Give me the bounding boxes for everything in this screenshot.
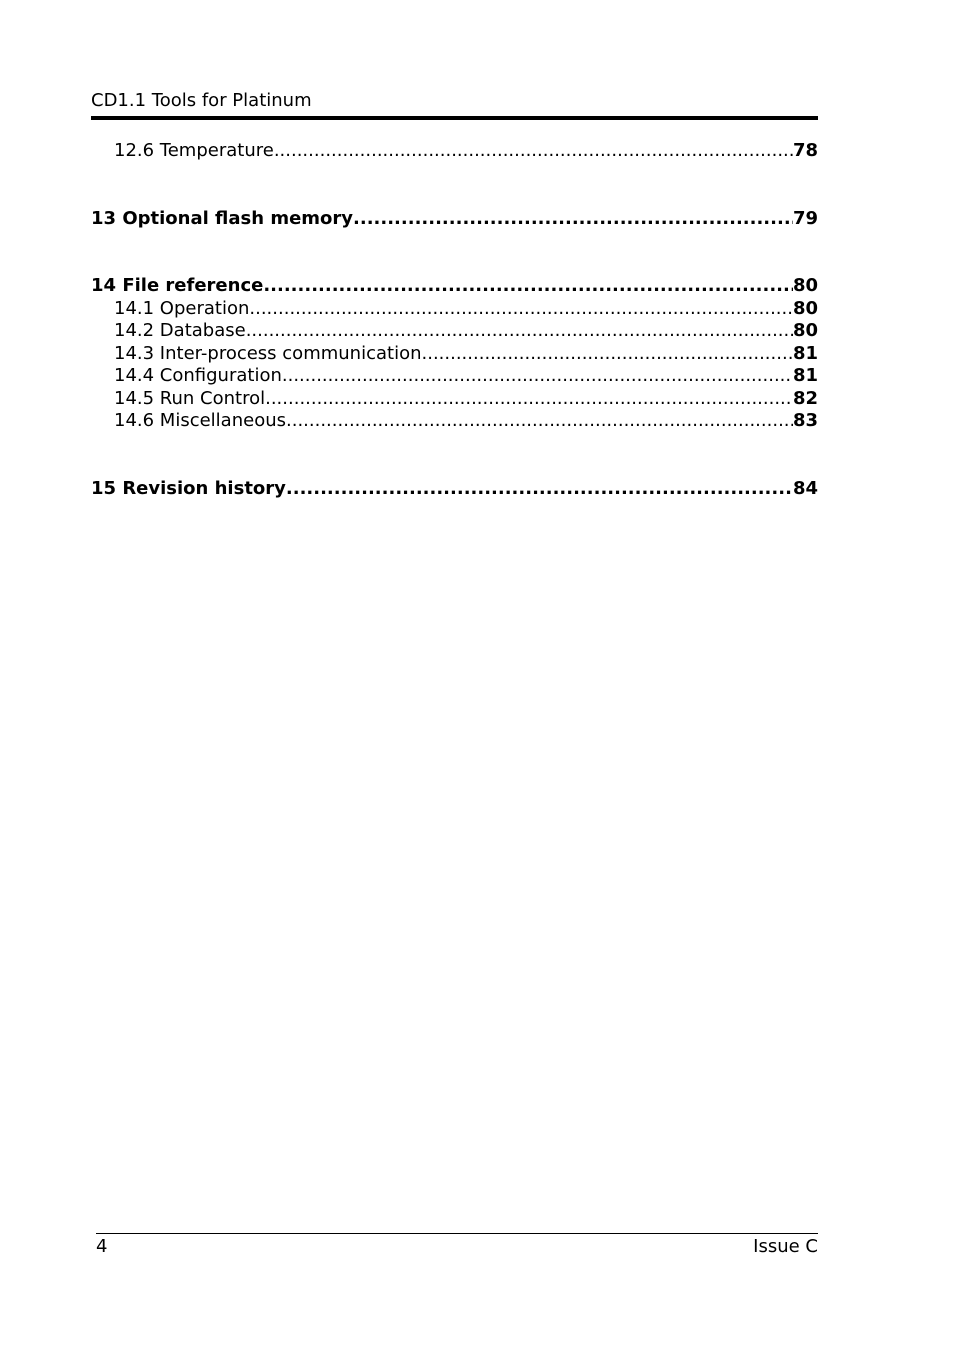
footer-issue: Issue C	[753, 1236, 818, 1257]
dot-leader	[282, 365, 793, 388]
toc-entry-page: 80	[792, 297, 818, 319]
toc-entry-14-3[interactable]	[91, 343, 818, 366]
toc-entry-14-6[interactable]	[91, 410, 818, 433]
toc-entry-14-4[interactable]	[91, 365, 818, 388]
toc-entry-page: 84	[792, 477, 818, 499]
toc-entry-12-6[interactable]	[91, 140, 818, 163]
toc-entry-14-2[interactable]	[91, 320, 818, 343]
toc-entry-label: 15 Revision history	[91, 477, 286, 499]
dot-leader	[263, 275, 793, 298]
toc-spacer	[91, 163, 818, 208]
dot-leader	[422, 343, 793, 366]
toc-entry-label: 14.6 Miscellaneous	[114, 410, 286, 431]
footer-page-number: 4	[96, 1236, 108, 1257]
dot-leader	[265, 388, 793, 411]
footer-divider	[96, 1233, 818, 1234]
toc-entry-page: 79	[792, 207, 818, 229]
toc-entry-page: 83	[792, 410, 818, 431]
toc-entry-label: 13 Optional flash memory	[91, 207, 354, 229]
toc-chapter-15[interactable]	[91, 478, 818, 501]
toc-entry-page: 82	[792, 387, 818, 409]
toc-spacer	[91, 433, 818, 478]
toc-entry-page: 81	[792, 342, 818, 364]
toc-entry-page: 81	[792, 365, 818, 386]
toc-entry-label: 14.1 Operation	[114, 297, 250, 319]
toc-entry-label: 14.3 Inter-process communication	[114, 342, 422, 364]
toc-entry-14-1[interactable]	[91, 298, 818, 321]
document-title: CD1.1 Tools for Platinum	[91, 90, 312, 111]
dot-leader	[286, 478, 793, 501]
dot-leader	[249, 298, 793, 321]
header-divider	[91, 116, 818, 120]
dot-leader	[286, 410, 793, 433]
toc-entry-14-5[interactable]	[91, 388, 818, 411]
dot-leader	[353, 208, 793, 231]
toc-chapter-14[interactable]	[91, 275, 818, 298]
toc-spacer	[91, 230, 818, 275]
toc-entry-page: 80	[792, 275, 818, 296]
toc-entry-label: 14.5 Run Control	[114, 387, 266, 409]
dot-leader	[274, 140, 793, 163]
toc-entry-label: 14.4 Configuration	[114, 365, 282, 386]
toc-entry-page: 80	[792, 320, 818, 341]
toc-entry-page: 78	[792, 140, 818, 161]
toc-entry-label: 14 File reference	[91, 275, 264, 296]
toc-entry-label: 12.6 Temperature	[114, 140, 274, 161]
toc-chapter-13[interactable]	[91, 208, 818, 231]
toc-entry-label: 14.2 Database	[114, 320, 246, 341]
dot-leader	[246, 320, 793, 343]
table-of-contents	[91, 140, 818, 500]
